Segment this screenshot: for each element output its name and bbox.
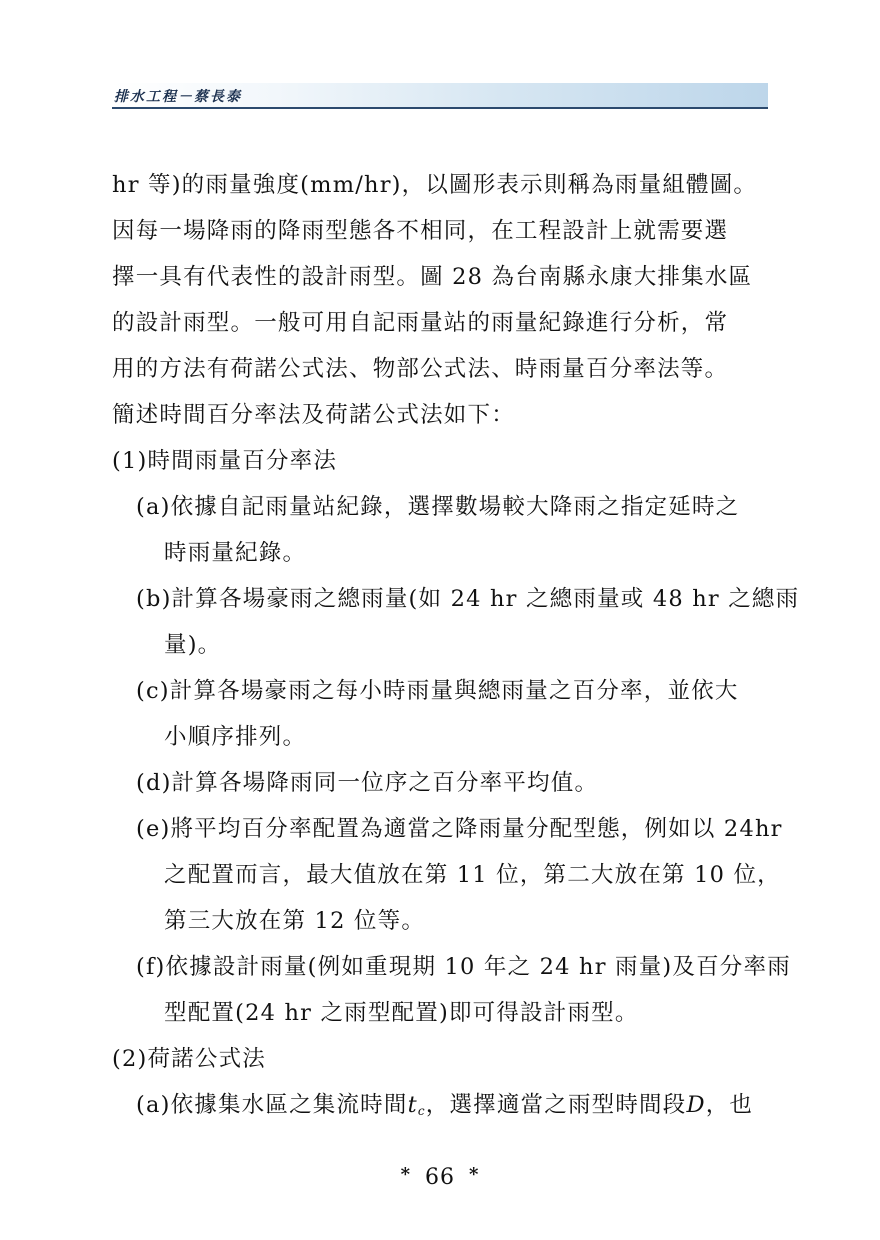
text-line: 用的方法有荷諾公式法、物部公式法、時雨量百分率法等。 (112, 356, 729, 382)
line-prefix: (a)依據集水區之集流時間 (136, 1092, 408, 1118)
text-line: 簡述時間百分率法及荷諾公式法如下： (112, 402, 515, 428)
list-item-continuation: 之配置而言，最大值放在第 11 位，第二大放在第 10 位， (164, 862, 781, 888)
running-header-title: 排水工程－蔡長泰 (114, 89, 242, 105)
list-item-continuation: 第三大放在第 12 位等。 (164, 908, 426, 934)
footer-star-left: * (400, 1164, 411, 1185)
page-footer (0, 1160, 880, 1193)
footer-star-right: * (469, 1164, 480, 1185)
list-item (136, 1090, 753, 1126)
text-line: 因每一場降雨的降雨型態各不相同，在工程設計上就需要選 (112, 218, 729, 244)
list-item-continuation: 時雨量紀錄。 (164, 540, 307, 566)
text-line: hr 等)的雨量強度(mm/hr)，以圖形表示則稱為雨量組體圖。 (112, 172, 758, 198)
variable-d: D (686, 1092, 706, 1118)
variable-t: t (407, 1092, 418, 1118)
line-suffix: ，也 (705, 1092, 754, 1118)
list-item: (a)依據自記雨量站紀錄，選擇數場較大降雨之指定延時之 (136, 494, 740, 520)
variable-t-subscript: c (417, 1104, 426, 1118)
text-line: 擇一具有代表性的設計雨型。圖 28 為台南縣永康大排集水區 (112, 264, 753, 290)
line-middle: ，選擇適當之雨型時間段 (425, 1092, 687, 1118)
list-item: (c)計算各場豪雨之每小時雨量與總雨量之百分率，並依大 (136, 678, 739, 704)
list-item-continuation: 小順序排列。 (164, 724, 307, 750)
text-line: 的設計雨型。一般可用自記雨量站的雨量紀錄進行分析，常 (112, 310, 729, 336)
list-item-continuation: 量)。 (164, 632, 222, 658)
section-heading: (2)荷諾公式法 (112, 1046, 266, 1072)
section-heading: (1)時間雨量百分率法 (112, 448, 338, 474)
list-item: (d)計算各場降雨同一位序之百分率平均值。 (136, 770, 599, 796)
list-item-continuation: 型配置(24 hr 之雨型配置)即可得設計雨型。 (164, 1000, 639, 1026)
list-item: (f)依據設計雨量(例如重現期 10 年之 24 hr 雨量)及百分率雨 (136, 954, 791, 980)
list-item: (e)將平均百分率配置為適當之降雨量分配型態，例如以 24hr (136, 816, 783, 842)
list-item: (b)計算各場豪雨之總雨量(如 24 hr 之總雨量或 48 hr 之總雨 (136, 586, 800, 612)
page-number: 66 (425, 1165, 455, 1190)
